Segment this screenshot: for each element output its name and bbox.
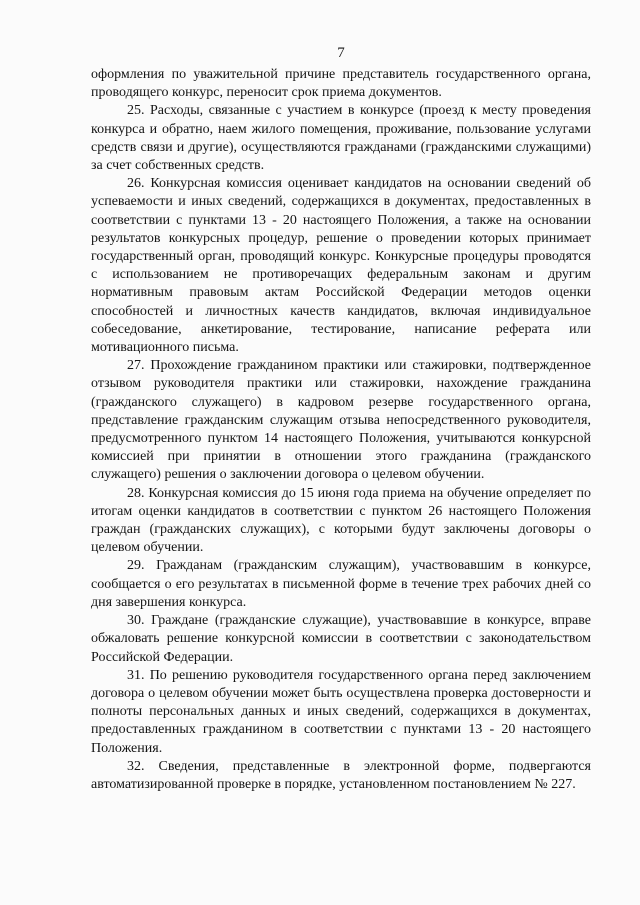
paragraph-27: 27. Прохождение гражданином практики или стажировки, подтвержденное отзывом руководителя практики или стажировки, нахождение гражданина (гражданского служащего) в кадровом резерве государственного органа, представление гражданским служащим отзыва непосредственного руководителя, предусмотренного пунктом 14 настоящего Положения, учитываются конкурсной комиссией при принятии в отношении этого гражданина (гражданского служащего) решения о заключении договора о целевом обучении. (91, 358, 591, 483)
paragraph-30: 30. Граждане (гражданские служащие), участвовавшие в конкурсе, вправе обжаловать решение конкурсной комиссии в соответствии с законодательством Российской Федерации. (91, 613, 591, 665)
paragraph-31: 31. По решению руководителя государственного органа перед заключением договора о целевом обучении может быть осуществлена проверка достоверности и полноты персональных данных и иных сведений, содержащихся в документах, предоставленных гражданином в соответствии с пунктами 13 - 20 настоящего Положения. (91, 667, 591, 756)
paragraph-29: 29. Гражданам (гражданским служащим), участвовавшим в конкурсе, сообщается о его результатах в письменной форме в течение трех рабочих дней со дня завершения конкурса. (91, 558, 591, 610)
document-body (91, 66, 591, 794)
paragraph-continuation: оформления по уважительной причине представитель государственного органа, проводящего конкурс, переносит срок приема документов. (91, 67, 591, 101)
paragraph-32: 32. Сведения, представленные в электронной форме, подвергаются автоматизированной проверке в порядке, установленном постановлением № 227. (91, 758, 591, 792)
paragraph-28: 28. Конкурсная комиссия до 15 июня года приема на обучение определяет по итогам оценки кандидатов в соответствии с пунктом 26 настоящего Положения граждан (гражданских служащих), с которыми будут заключены договоры о целевом обучении. (91, 485, 591, 556)
page-number: 7 (337, 45, 345, 61)
paragraph-26: 26. Конкурсная комиссия оценивает кандидатов на основании сведений об успеваемости и иных сведений, содержащихся в документах, предоставленных в соответствии с пунктами 13 - 20 настоящего Положения, а также на основании результатов конкурсных процедур, решение о проведении которых принимает государственный орган, проводящий конкурс. Конкурсные процедуры проводятся с использованием не противоречащих федеральным законам и другим нормативным правовым актам Российской Федерации методов оценки способностей и личностных качеств кандидатов, включая индивидуальное собеседование, анкетирование, тестирование, написание реферата или мотивационного письма. (91, 176, 591, 356)
paragraph-25: 25. Расходы, связанные с участием в конкурсе (проезд к месту проведения конкурса и обратно, наем жилого помещения, проживание, пользование услугами средств связи и другие), осуществляются гражданами (гражданскими служащими) за счет собственных средств. (91, 103, 591, 174)
